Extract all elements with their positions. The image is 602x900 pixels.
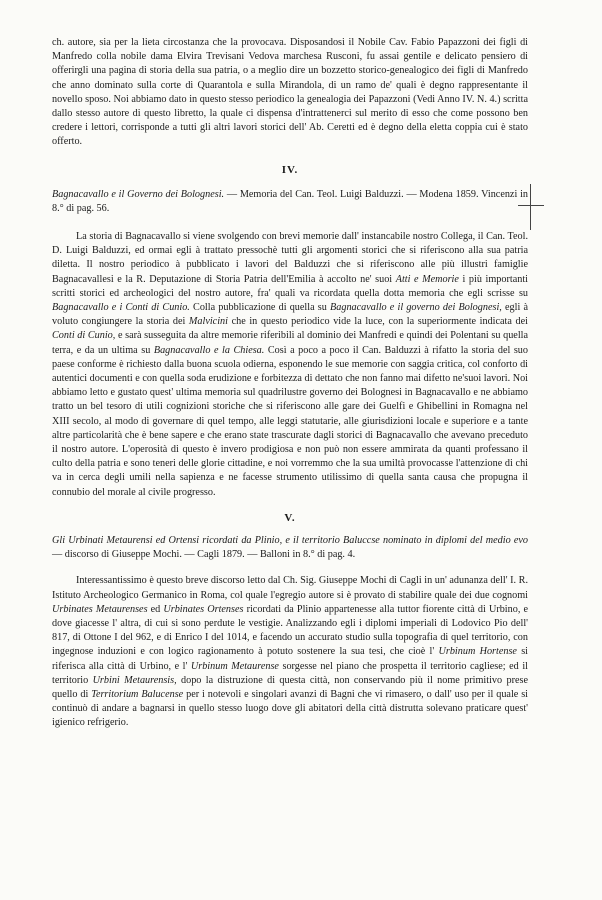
book-details: — Memoria del Can. Teol. Luigi Balduzzi. — Modena 1859. Vincenzi in 8.° di pag. 56. xyxy=(52,188,528,214)
italic-title: Urbinum Metaurense xyxy=(190,660,279,672)
book-title: Gli Urbinati Metaurensi ed Ortensi ricordati da Plinio, e il territorio Baluccse nominato in diplomi del medio evo xyxy=(52,534,528,546)
italic-title: Bagnacavallo e la Chiesa. xyxy=(153,344,265,356)
text-run: Così a poco a poco il Can. Balduzzi à rifatto la storia del suo paese conforme è richiesto dalla buona scuola odierna, esponendo le sue memorie con saggia critica, col conforto di autentici documenti e con quella soda erudizione e forbitezza di dettato che non fanno mai difetto ne'suoi lavori. Noi abbiamo letto e gustato quest' ultima memoria sul quadrilustre governo dei Bolognesi in Bagnacavallo e ne abbiamo tratto un bel tesoro di utili cognizioni storiche che si riferiscono alle gare dei Guelfi e Ghibellini in Romagna nel XIII secolo, al modo di governare di quel tempo, alle leggi statutarie, alle giurisdizioni locale e superiore e a tante altre particolarità che è bene sapere e che erano state trascurate dagli storici di Bagnacavallo che avevano preceduto il nostro autore. L'operosità di questo è invero prodigiosa e non può non essere ammirata da quanti professano il culto della patria e sono teneri delle glorie cittadine, e noi vorremmo che la sua umiltà provocasse l'attenzione di chi va in cerca degli umili nella sapienza e ne facesse strumento utilissimo di quella santa causa che propugna il connubio del morale al civile progresso. xyxy=(52,344,528,498)
text-run: dopo la distruzione di questa città, non conservando più il nome primitivo prese quello di xyxy=(52,674,528,700)
crop-mark-vertical xyxy=(530,184,531,230)
text-run: ricordati da Plinio appartenesse alla tuttor fiorente città di Urbino, e dove giacesse l' altra, di cui si sono perdute le vestigie. Analizzando egli i diplomi imperiali di Lodovico Pio dell' 817, di Ottone I del 962, e di Enrico I del 1014, e facendo un accurato studio sulla topografia di quel territorio, con ingegnose induzioni e con logico ragionamento à potuto sostenere la sua tesi, che cioè l' xyxy=(52,603,528,658)
text-run: che in questo periodico vide la luce, con la superiormente indicata dei xyxy=(227,316,528,328)
text-run: egli à voluto congiungere la storia dei xyxy=(52,302,528,328)
book-details: — discorso di Giuseppe Mochi. — Cagli 1879. — Balloni in 8.° di pag. 4. xyxy=(52,549,356,561)
italic-title: Urbini Metaurensis, xyxy=(92,674,177,686)
text-run: si riferisca alla città di Urbino, e l' xyxy=(52,646,529,672)
text-run: i più importanti scritti storici ed archeologici del nostro autore, fra' quali va ricordata quella dotta memoria che egli scrisse su xyxy=(52,273,528,299)
text-run: per i notevoli e singolari avanzi di Bagni che vi rimasero, o dall' uso per il quale si continuò di andare a bagnarsi in quello stesso luogo dove gli abitatori della città distrutta solevano praticare quest' igienico refrigerio. xyxy=(52,688,529,729)
paragraph-review-mochi xyxy=(52,574,528,730)
italic-title: Urbinum Hortense xyxy=(438,646,517,658)
bibliography-entry-urbinati xyxy=(52,534,528,562)
book-title: Bagnacavallo e il Governo dei Bolognesi. xyxy=(52,188,225,200)
italic-title: Urbinates Metaurenses xyxy=(52,603,148,615)
italic-title: Bagnacavallo e il governo dei Bolognesi, xyxy=(330,302,502,314)
text-run: Colla pubblicazione di quella su xyxy=(189,302,331,314)
section-heading-iv: IV. xyxy=(281,163,299,176)
text-run: ed xyxy=(147,603,164,615)
text-run: e sarà susseguita da altre memorie riferibili al dominio dei Manfredi e quindi dei Polentani su quella terra, e da un ultima su xyxy=(52,330,528,356)
text-run: sorgesse nel piano che prospetta il territorio cagliese; ed il territorio xyxy=(52,660,528,686)
italic-title: Atti e Memorie xyxy=(395,273,459,285)
paragraph-review-balduzzi xyxy=(52,230,528,500)
text-run: Interessantissimo è questo breve discorso letto dal Ch. Sig. Giuseppe Mochi di Cagli in un' adunanza dell' I. R. Istituto Archeologico Germanico in Roma, col quale l'egregio autore si è provato di stabilire quale dei due cognomi xyxy=(52,575,528,601)
italic-title: Bagnacavallo e i Conti di Cunio. xyxy=(52,302,190,314)
text-run: La storia di Bagnacavallo si viene svolgendo con brevi memorie dall' instancabile nostro Collega, il Can. Teol. D. Luigi Balduzzi, ed ormai egli à trattato pressochè tutti gli argomenti storici che si riferiscono alla sua patria diletta. Il nostro periodico à pubblicato i lavori del Balduzzi che si riferiscono alle più illustri famiglie Bagnacavallesi e la R. Deputazione di Storia Patria dell'Emilia à accolto ne' suoi xyxy=(52,231,528,285)
italic-title: Territorium Balucense xyxy=(91,688,184,700)
crop-mark-horizontal xyxy=(518,205,544,206)
italic-title: Malvicini xyxy=(188,316,228,328)
paragraph-opening: ch. autore, sia per la lieta circostanza che la provocava. Disposandosi il Nobile Cav. Fabio Papazzoni dei figli di Manfredo colla nobile dama Elvira Trevisani Vedova marchesa Rusconi, fu assai gentile e delicato pensiero di offerirgli una pagina di storia della sua patria, o a meglio dire un bozzetto storico-genealogico dei figli di Manfredo che anno dominato sulla corte di Quarantola e sulla Mirandola, di un ramo de' quali è degno rappresentante il novello sposo. Noi abbiamo dato in questo stesso periodico la genealogia dei Papazzoni (Vedi Anno IV. N. 4.) scritta dallo stesso autore di questo libretto, la quale ci dispensa d'intrattenerci sul merito di esso che come possono ben credere i lettori, corrisponde a tutti gli altri lavori storici dell' Ab. Ceretti ed è degno della eletta coppia cui è stato offerto. xyxy=(52,37,528,148)
italic-title: Conti di Cunio, xyxy=(52,330,116,342)
section-heading-v: V. xyxy=(284,511,296,524)
italic-title: Urbinates Ortenses xyxy=(163,603,244,615)
bibliography-entry-bagnacavallo xyxy=(52,188,528,216)
document-page xyxy=(52,36,528,731)
